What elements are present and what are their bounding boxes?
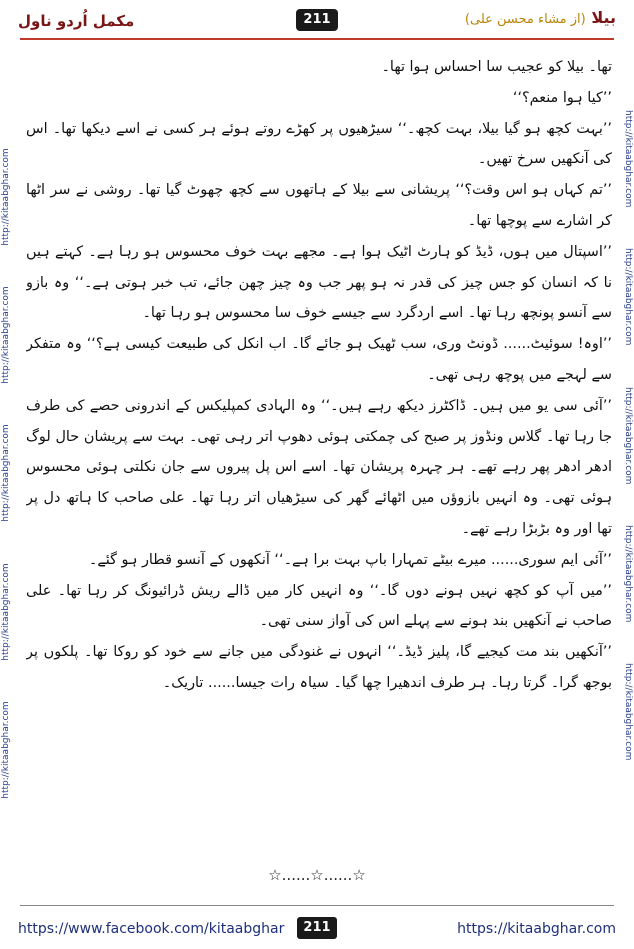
side-url-text: http://kitaabghar.com	[1, 701, 11, 799]
paragraph: ’’کیا ہوا منعم؟‘‘	[512, 89, 612, 106]
page-header	[14, 4, 620, 34]
side-watermark-left	[1, 110, 11, 799]
star-separator: ☆......☆......☆	[268, 866, 366, 884]
paragraph: ’’آئی سی یو میں ہیں۔ ڈاکٹرز دیکھ رہے ہیں۔‘‘ وہ الہادی کمپلیکس کے اندرونی حصے کی طرف جا رہا تھا۔ گلاس ونڈوز پر صبح کی چمکتی ہوئی دھوپ اتر رہی تھی۔ بہت سے پریشان حال لوگ ادھر ادھر پھر رہے تھے۔ ہر چہرہ پریشان تھا۔ اسے اس پل پیروں سے جان نکلتی ہوئی محسوس ہوئی تھی۔ وہ انہیں بازوؤں میں اٹھائے گھر کی سیڑھیاں اتر رہا تھا۔ علی صاحب کا ہاتھ دل پر تھا اور وہ بڑبڑا رہے تھے۔	[26, 397, 612, 537]
side-url-text: http://kitaabghar.com	[1, 286, 11, 384]
novel-title: بیلا	[591, 8, 616, 27]
page-footer	[18, 917, 616, 943]
paragraph: ’’میں آپ کو کچھ نہیں ہونے دوں گا۔‘‘ وہ انہیں کار میں ڈالے ریش ڈرائیونگ کر رہا تھا۔ علی صاحب نے آنکھیں بند ہونے سے پہلے اس کی آواز سنی تھی۔	[26, 582, 612, 630]
paragraph: ’’تم کہاں ہو اس وقت؟‘‘ پریشانی سے بیلا کے ہاتھوں سے کچھ چھوٹ گیا تھا۔ روشی نے سر اٹھا کر اشارے سے پوچھا تھا۔	[26, 182, 612, 229]
side-url-text: http://kitaabghar.com	[1, 148, 11, 246]
side-url-text: http://kitaabghar.com	[623, 248, 633, 346]
side-url-text: http://kitaabghar.com	[623, 663, 633, 761]
facebook-link[interactable]: https://www.facebook.com/kitaabghar	[18, 921, 285, 937]
side-watermark-right	[623, 110, 633, 799]
footer-page-number: 211	[297, 917, 337, 939]
side-url-text: http://kitaabghar.com	[1, 424, 11, 523]
side-url-text: http://kitaabghar.com	[623, 386, 633, 485]
paragraph: ’’بہت کچھ ہو گیا بیلا، بہت کچھ۔‘‘ سیڑھیوں پر کھڑے روتے ہوئے ہر کسی نے اسے دیکھا تھا۔ اس کی آنکھیں سرخ تھیں۔	[26, 120, 612, 168]
novel-title-block	[465, 8, 616, 27]
header-rule	[20, 38, 614, 40]
side-url-text: http://kitaabghar.com	[623, 524, 633, 623]
story-text	[26, 52, 612, 894]
paragraph: تھا۔ بیلا کو عجیب سا احساس ہوا تھا۔	[381, 59, 612, 75]
site-link[interactable]: https://kitaabghar.com	[457, 921, 616, 937]
paragraph: ’’آنکھیں بند مت کیجیے گا، پلیز ڈیڈ۔‘‘ انہوں نے غنودگی میں جانے سے خود کو روکا تھا۔ پلکوں پر بوجھ گرا۔ گرتا رہا۔ ہر طرف اندھیرا چھا گیا۔ سیاہ رات جیسا...... تاریک۔	[26, 644, 612, 691]
paragraph: ’’آئی ایم سوری...... میرے بیٹے تمہارا باپ بہت برا ہے۔‘‘ آنکھوں کے آنسو قطار ہو گئے۔	[88, 551, 612, 568]
category-label: مکمل اُردو ناول	[18, 12, 135, 30]
paragraph: ’’اوہ! سوئیٹ...... ڈونٹ وری، سب ٹھیک ہو جائے گا۔ اب انکل کی طبیعت کیسی ہے؟‘‘ وہ متفکر سے لہجے میں پوچھ رہی تھی۔	[26, 336, 612, 383]
paragraph: ’’اسپتال میں ہوں، ڈیڈ کو ہارٹ اٹیک ہوا ہے۔ مجھے بہت خوف محسوس ہو رہا ہے۔ کہتے ہیں نا کہ انسان کو جس چیز کی قدر نہ ہو پھر جب وہ چیز چھن جائے، تب خبر ہوتی ہے۔‘‘ وہ بازو سے آنسو پونچھ رہا تھا۔ اسے اردگرد سے جیسے خوف سا محسوس ہو رہا تھا۔	[26, 243, 612, 322]
side-url-text: http://kitaabghar.com	[623, 110, 633, 208]
author-credit: (از مشاء محسن علی)	[464, 12, 586, 27]
footer-rule	[20, 905, 614, 906]
page-number-badge: 211	[296, 9, 338, 31]
side-url-text: http://kitaabghar.com	[1, 562, 11, 661]
